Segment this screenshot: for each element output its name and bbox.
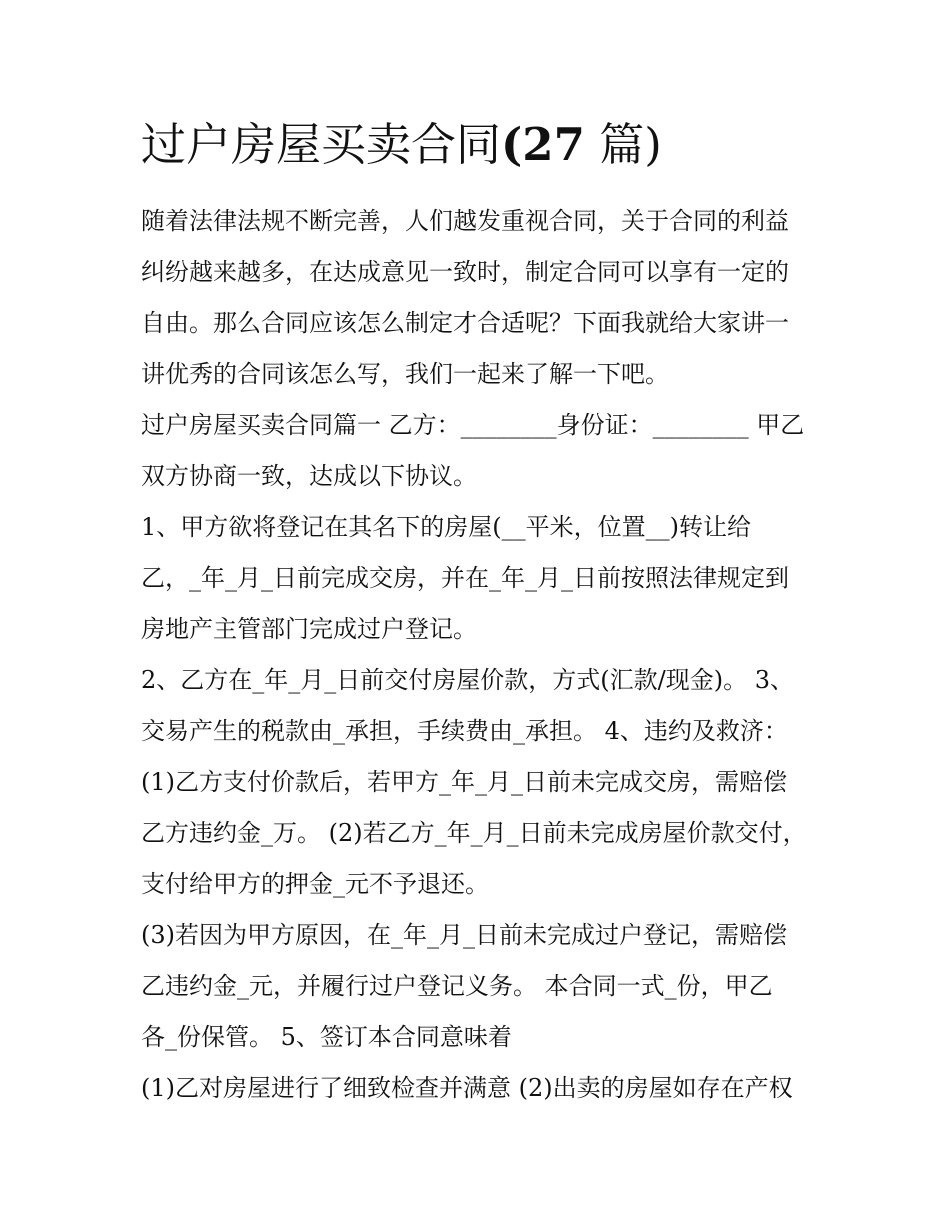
body-line: (1)乙对房屋进行了细致检查并满意 (2)出卖的房屋如存在产权 xyxy=(141,1074,793,1102)
title-main: 过户房屋买卖合同 xyxy=(141,118,502,171)
body-line: 房地产主管部门完成过户登记。 xyxy=(141,615,477,643)
body-line: 交易产生的税款由_承担，手续费由_承担。 4、违约及救济： xyxy=(141,717,788,745)
document-body xyxy=(141,196,816,1114)
document-title xyxy=(141,112,662,178)
body-line: 乙违约金_元，并履行过户登记义务。 本合同一式_份，甲乙 xyxy=(141,972,773,1000)
body-line: (3)若因为甲方原因，在_年_月_日前未完成过户登记，需赔偿 xyxy=(141,921,787,949)
body-line: 双方协商一致，达成以下协议。 xyxy=(141,462,477,490)
body-line: 2、乙方在_年_月_日前交付房屋价款，方式(汇款/现金)。 3、 xyxy=(141,666,794,694)
title-suffix: 篇) xyxy=(584,118,662,171)
body-line: 纠纷越来越多，在达成意见一致时，制定合同可以享有一定的 xyxy=(141,258,789,286)
title-count: (27 xyxy=(501,118,585,171)
body-line: 各_份保管。 5、签订本合同意味着 xyxy=(141,1023,512,1051)
body-line: 自由。那么合同应该怎么制定才合适呢？下面我就给大家讲一 xyxy=(141,309,789,337)
body-line: 1、甲方欲将登记在其名下的房屋(__平米，位置__)转让给 xyxy=(141,513,751,541)
body-line: 支付给甲方的押金_元不予退还。 xyxy=(141,870,489,898)
body-line: 随着法律法规不断完善，人们越发重视合同，关于合同的利益 xyxy=(141,207,789,235)
body-line: 过户房屋买卖合同篇一 乙方：________身份证：________ 甲乙 xyxy=(141,411,805,439)
body-line: 讲优秀的合同该怎么写，我们一起来了解一下吧。 xyxy=(141,360,669,388)
body-line: (1)乙方支付价款后，若甲方_年_月_日前未完成交房，需赔偿 xyxy=(141,768,787,796)
body-line: 乙，_年_月_日前完成交房，并在_年_月_日前按照法律规定到 xyxy=(141,564,789,592)
body-line: 乙方违约金_万。 (2)若乙方_年_月_日前未完成房屋价款交付， xyxy=(141,819,807,847)
